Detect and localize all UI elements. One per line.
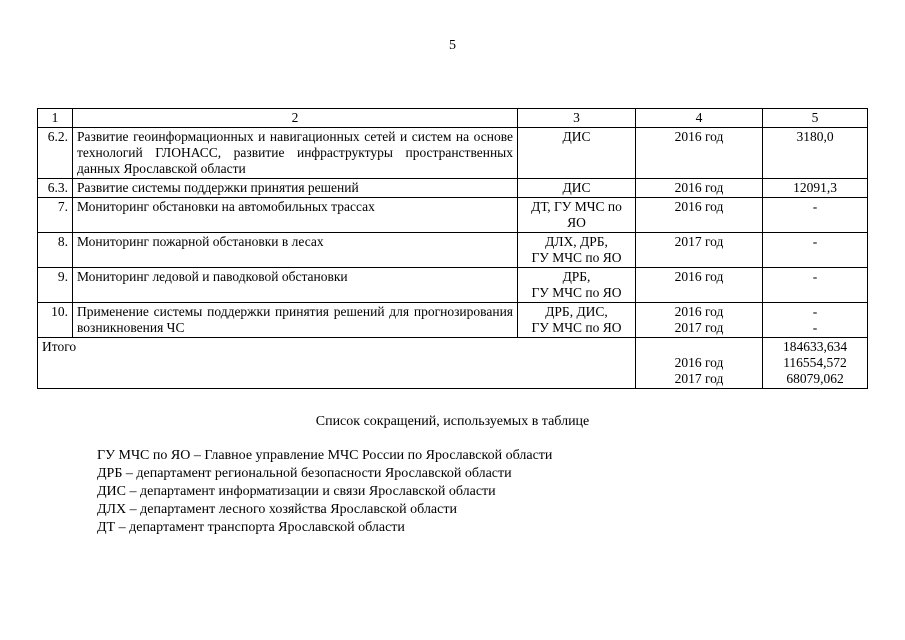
row-number: 6.2. [38, 128, 73, 179]
measure-description: Развитие геоинформационных и навигационных сетей и систем на основе технологий ГЛОНАСС, развитие инфраструктуры пространственных данных Ярославской области [73, 128, 518, 179]
executor-cell [518, 268, 636, 303]
table-row [38, 303, 868, 338]
table-row [38, 198, 868, 233]
amount-cell [763, 268, 868, 303]
row-number: 6.3. [38, 179, 73, 198]
executor-cell [518, 233, 636, 268]
header-cell-3: 3 [518, 109, 636, 128]
year-cell-line: 2016 год [674, 180, 724, 195]
table-row [38, 268, 868, 303]
table-row [38, 128, 868, 179]
year-cell-line: 2016 год [674, 129, 724, 144]
total-amounts-line: 68079,062 [786, 371, 844, 386]
abbreviation-item: ГУ МЧС по ЯО – Главное управление МЧС России по Ярославской области [97, 448, 553, 463]
abbreviations-list [97, 447, 552, 537]
total-years [636, 338, 763, 389]
measure-description: Мониторинг обстановки на автомобильных трассах [73, 198, 518, 233]
executor-cell-line: ДИС [562, 129, 591, 144]
table-body [38, 109, 868, 389]
amount-cell-line: - [812, 304, 818, 319]
amount-cell [763, 128, 868, 179]
amount-cell-line: 3180,0 [796, 129, 834, 144]
executor-cell-line: ДЛХ, ДРБ, [545, 234, 608, 249]
measure-description: Применение системы поддержки принятия решений для прогнозирования возникновения ЧС [73, 303, 518, 338]
measure-description: Мониторинг пожарной обстановки в лесах [73, 233, 518, 268]
table-header-row [38, 109, 868, 128]
executor-cell [518, 303, 636, 338]
executor-cell-line: ГУ МЧС по ЯО [531, 250, 622, 265]
executor-cell-line: ГУ МЧС по ЯО [531, 285, 622, 300]
year-cell [636, 128, 763, 179]
amount-cell [763, 179, 868, 198]
row-number: 10. [38, 303, 73, 338]
total-years-line: 2017 год [674, 371, 724, 386]
abbreviation-item: ДРБ – департамент региональной безопасности Ярославской области [97, 466, 512, 481]
amount-cell [763, 198, 868, 233]
program-table [37, 108, 868, 389]
amount-cell-line: 12091,3 [793, 180, 837, 195]
executor-cell-line: ДТ, ГУ МЧС по [531, 199, 622, 214]
abbreviation-item: ДЛХ – департамент лесного хозяйства Ярославской области [97, 502, 457, 517]
total-amounts-line: 116554,572 [783, 355, 847, 370]
total-amounts-line: 184633,634 [782, 339, 848, 354]
year-cell-line: 2016 год [674, 199, 724, 214]
executor-cell [518, 198, 636, 233]
abbreviation-item: ДИС – департамент информатизации и связи Ярославской области [97, 484, 496, 499]
executor-cell [518, 128, 636, 179]
year-cell [636, 268, 763, 303]
amount-cell-line: - [812, 234, 818, 249]
total-amounts [763, 338, 868, 389]
year-cell [636, 179, 763, 198]
year-cell-line: 2016 год [674, 304, 724, 319]
row-number: 8. [38, 233, 73, 268]
amount-cell [763, 303, 868, 338]
total-label: Итого [38, 338, 636, 389]
amount-cell-line: - [812, 199, 818, 214]
row-number: 7. [38, 198, 73, 233]
amount-cell [763, 233, 868, 268]
year-cell-line: 2017 год [674, 320, 724, 335]
amount-cell-line: - [812, 269, 818, 284]
abbreviations-title: Список сокращений, используемых в таблице [315, 414, 590, 429]
year-cell-line: 2016 год [674, 269, 724, 284]
year-cell-line: 2017 год [674, 234, 724, 249]
row-number: 9. [38, 268, 73, 303]
total-row [38, 338, 868, 389]
header-cell-4: 4 [636, 109, 763, 128]
executor-cell-line: ДРБ, ДИС, [545, 304, 608, 319]
year-cell [636, 233, 763, 268]
header-cell-5: 5 [763, 109, 868, 128]
header-cell-2: 2 [73, 109, 518, 128]
year-cell [636, 303, 763, 338]
total-years-line: 2016 год [674, 355, 724, 370]
table-row [38, 233, 868, 268]
measure-description: Развитие системы поддержки принятия решений [73, 179, 518, 198]
header-cell-1: 1 [38, 109, 73, 128]
amount-cell-line: - [812, 320, 818, 335]
measure-description: Мониторинг ледовой и паводковой обстановки [73, 268, 518, 303]
abbreviation-item: ДТ – департамент транспорта Ярославской области [97, 520, 405, 535]
year-cell [636, 198, 763, 233]
executor-cell-line: ДРБ, [562, 269, 591, 284]
executor-cell-line: ГУ МЧС по ЯО [531, 320, 622, 335]
executor-cell-line: ДИС [562, 180, 591, 195]
executor-cell [518, 179, 636, 198]
total-years-line [640, 339, 758, 355]
table-row [38, 179, 868, 198]
executor-cell-line: ЯО [567, 215, 586, 230]
page-number: 5 [449, 38, 456, 53]
